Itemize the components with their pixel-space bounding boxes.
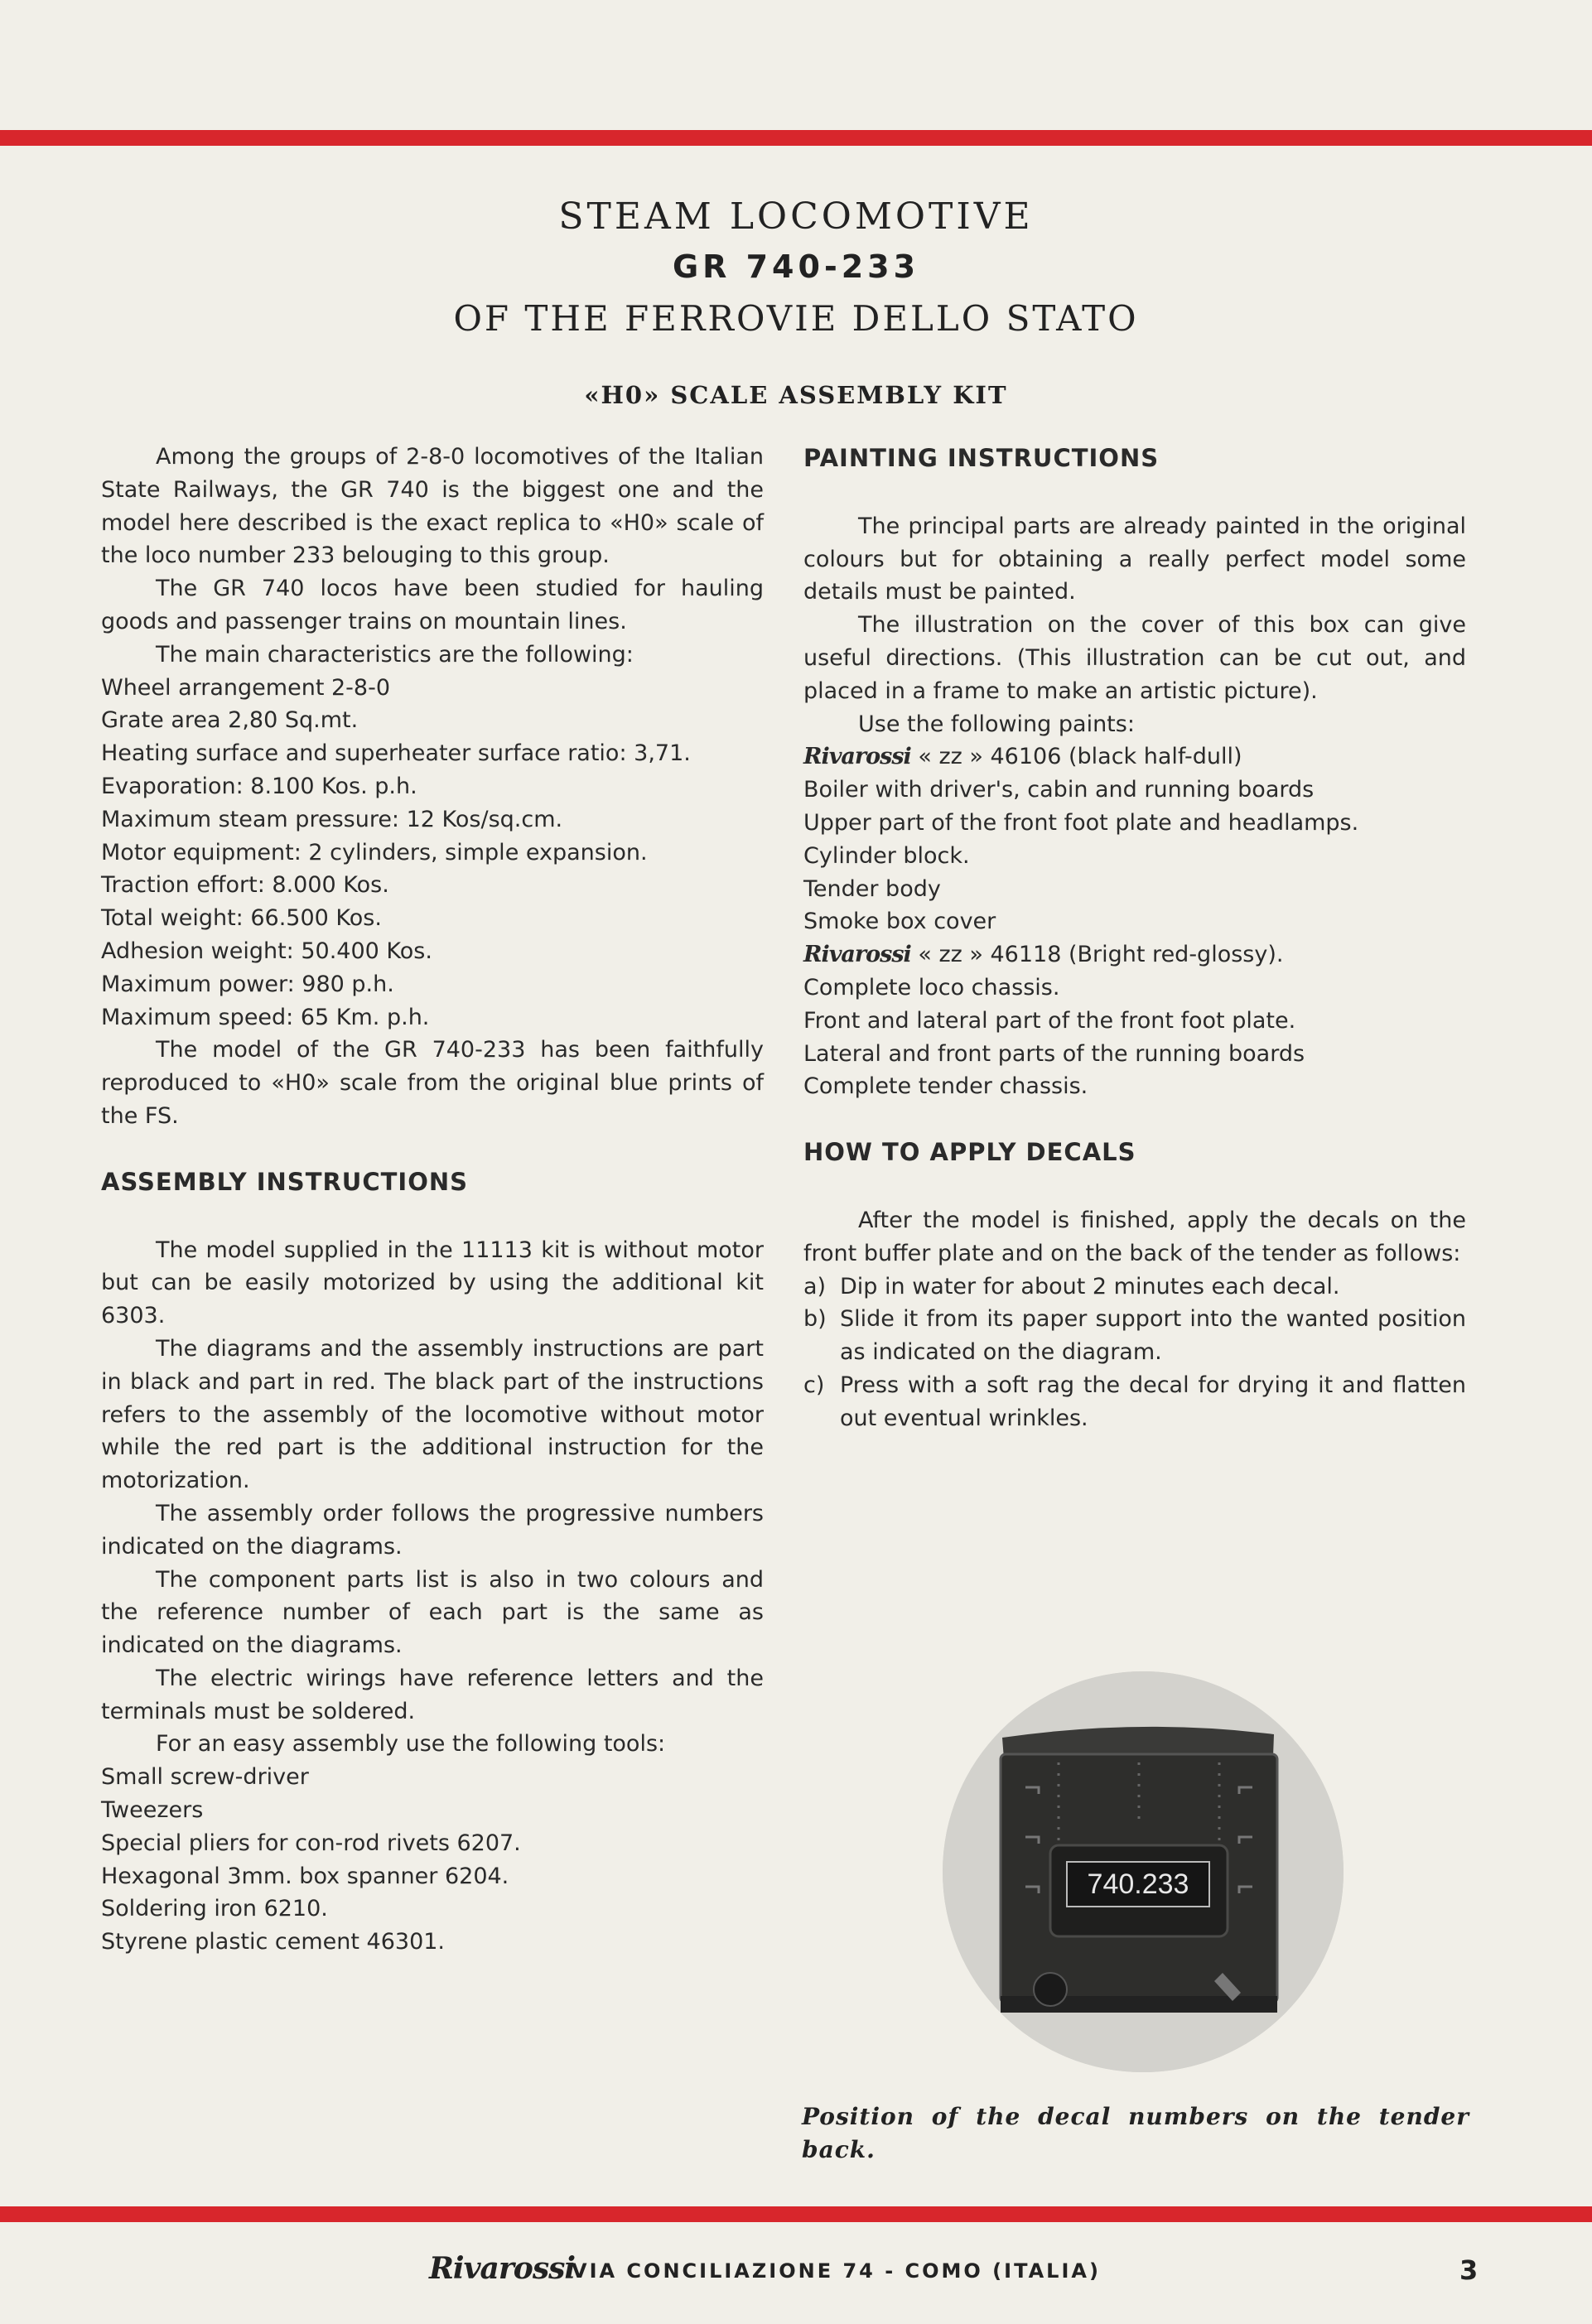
decal-step-label: b) (803, 1306, 827, 1333)
top-red-rule (0, 130, 1592, 146)
assembly-paragraph-5: The electric wirings have reference letters and the terminals must be soldered. (101, 1665, 764, 1724)
title-line-1: STEAM LOCOMOTIVE (558, 195, 1034, 238)
paint-1-line (803, 740, 1466, 774)
left-column (101, 441, 764, 1959)
decal-step-text: Slide it from its paper support into the wanted position as indicated on the diagram. (840, 1306, 1466, 1366)
assembly-paragraph-6: For an easy assembly use the following tools: (156, 1731, 666, 1757)
intro-paragraph-3: The main characteristics are the following: (156, 641, 634, 668)
footer-rivarossi-logo: Rivarossi (429, 2251, 576, 2286)
decal-step (803, 1303, 1466, 1369)
tool-item: Styrene plastic cement 46301. (101, 1929, 446, 1955)
spec-item: Maximum steam pressure: 12 Kos/sq.cm. (101, 806, 563, 832)
spec-item: Maximum speed: 65 Km. p.h. (101, 1004, 430, 1030)
intro-paragraph-4: The model of the GR 740-233 has been faithfully reproduced to «H0» scale from the original blue prints of the FS. (101, 1037, 764, 1129)
paint-1-code: « zz » 46106 (black half-dull) (918, 744, 1242, 770)
decal-step-text: Press with a soft rag the decal for drying it and flatten out eventual wrinkles. (840, 1372, 1466, 1431)
tools-list (101, 1761, 764, 1959)
title-line-2: GR 740-233 (672, 248, 920, 285)
decal-step (803, 1270, 1466, 1304)
spec-item: Maximum power: 980 p.h. (101, 971, 394, 997)
page-number: 3 (1459, 2254, 1479, 2286)
decal-step-label: a) (803, 1273, 827, 1299)
paint-2-code: « zz » 46118 (Bright red-glossy). (918, 942, 1284, 968)
assembly-heading: ASSEMBLY INSTRUCTIONS (101, 1167, 469, 1196)
tool-item: Soldering iron 6210. (101, 1896, 328, 1922)
paint-1-part: Smoke box cover (803, 909, 996, 935)
assembly-paragraph-1: The model supplied in the 11113 kit is without motor but can be easily motorized by using the additional kit 6303. (101, 1237, 764, 1329)
paint-1-part: Cylinder block. (803, 842, 970, 869)
bottom-red-rule (0, 2206, 1592, 2222)
assembly-paragraph-2: The diagrams and the assembly instructions are part in black and part in red. The black part of the instructions refers to the assembly of the locomotive without motor while the red part is the additional instruction for the motorization. (101, 1335, 764, 1494)
tender-back-illustration (943, 1671, 1344, 2072)
tender-back-photo (943, 1671, 1344, 2072)
tool-item: Small screw-driver (101, 1764, 309, 1791)
assembly-paragraph-3: The assembly order follows the progressive numbers indicated on the diagrams. (101, 1500, 764, 1560)
decals-heading: HOW TO APPLY DECALS (803, 1138, 1136, 1167)
rivarossi-logo: Rivarossi (803, 942, 911, 968)
intro-paragraph-1: Among the groups of 2-8-0 locomotives of the Italian State Railways, the GR 740 is the biggest one and the model here described is the exact replica to «H0» scale of the loco number 233 belouging to this group. (101, 444, 764, 569)
photo-caption: Position of the decal numbers on the tender back. (802, 2103, 1469, 2163)
paint-2-line (803, 938, 1466, 972)
paint-1-part: Upper part of the front foot plate and headlamps. (803, 809, 1359, 836)
paint-2-part: Lateral and front parts of the running boards (803, 1040, 1305, 1067)
spec-item: Motor equipment: 2 cylinders, simple expansion. (101, 839, 648, 865)
decal-step-label: c) (803, 1372, 825, 1398)
spec-item: Heating surface and superheater surface ratio: 3,71. (101, 740, 691, 767)
subtitle: «H0» SCALE ASSEMBLY KIT (584, 381, 1008, 409)
paint-1-part: Boiler with driver's, cabin and running boards (803, 777, 1315, 803)
footer-address: VIA CONCILIAZIONE 74 - COMO (ITALIA) (572, 2259, 1101, 2283)
spec-item: Adhesion weight: 50.400 Kos. (101, 938, 432, 964)
painting-heading: PAINTING INSTRUCTIONS (803, 444, 1160, 472)
tool-item: Tweezers (101, 1797, 204, 1824)
title-line-3: OF THE FERROVIE DELLO STATO (453, 298, 1139, 339)
tool-item: Hexagonal 3mm. box spanner 6204. (101, 1863, 509, 1889)
paint-2-part: Front and lateral part of the front foot plate. (803, 1007, 1296, 1034)
spec-list (101, 672, 764, 1034)
assembly-paragraph-4: The component parts list is also in two colours and the reference number of each part is the same as indicated on the diagrams. (101, 1566, 764, 1659)
decals-paragraph: After the model is finished, apply the decals on the front buffer plate and on the back of the tender as follows: (803, 1207, 1466, 1266)
painting-paragraph-2: The illustration on the cover of this box can give useful directions. (This illustration can be cut out, and placed in a frame to make an artistic picture). (803, 612, 1466, 704)
intro-paragraph-2: The GR 740 locos have been studied for hauling goods and passenger trains on mountain lines. (101, 576, 764, 634)
decal-step-text: Dip in water for about 2 minutes each decal. (840, 1273, 1340, 1299)
painting-paragraph-3: Use the following paints: (858, 711, 1135, 737)
rivarossi-logo: Rivarossi (803, 744, 911, 770)
right-column (803, 441, 1466, 1435)
spec-item: Traction effort: 8.000 Kos. (101, 872, 389, 899)
spec-item: Grate area 2,80 Sq.mt. (101, 707, 359, 734)
spec-item: Wheel arrangement 2-8-0 (101, 674, 391, 701)
tender-number-plate: 740.233 (1087, 1868, 1189, 1900)
spec-item: Evaporation: 8.100 Kos. p.h. (101, 773, 417, 799)
paint-2-part: Complete tender chassis. (803, 1073, 1088, 1100)
paint-2-part: Complete loco chassis. (803, 974, 1060, 1000)
spec-item: Total weight: 66.500 Kos. (101, 905, 382, 932)
painting-paragraph-1: The principal parts are already painted in the original colours but for obtaining a really perfect model some details must be painted. (803, 513, 1466, 605)
decal-step (803, 1369, 1466, 1435)
paint-1-part: Tender body (803, 875, 941, 902)
tool-item: Special pliers for con-rod rivets 6207. (101, 1830, 521, 1856)
